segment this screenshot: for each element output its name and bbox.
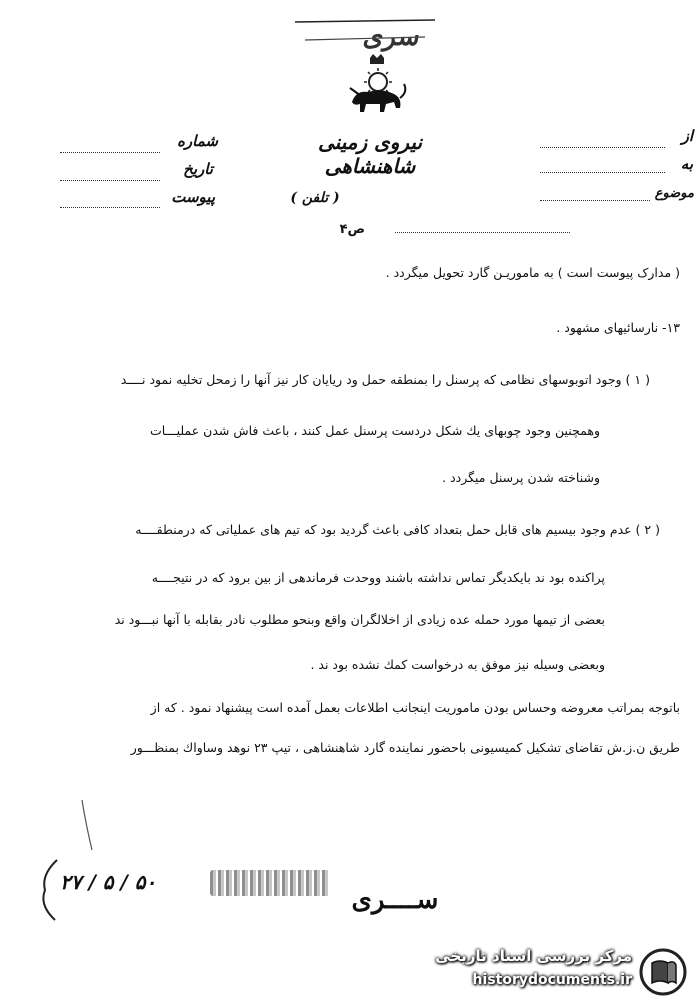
body-line-5: وشناخته شدن پرسنل میگردد . xyxy=(442,470,600,485)
smudged-stamp xyxy=(210,870,330,896)
attachment-label: پیوست xyxy=(171,188,215,206)
body-line-1: ( مدارک پیوست است ) به ماموریـن گارد تحویل میگردد . xyxy=(385,265,680,280)
page-marker-line xyxy=(395,232,570,233)
body-line-10: باتوجه بمراتب معروضه وحساس بودن ماموریت اینجانب اطلاعات بعمل آمده است پیشنهاد نمود . كه از xyxy=(150,700,680,715)
date-dotted-line xyxy=(60,180,160,181)
attachment-dotted-line xyxy=(60,207,160,208)
body-line-4: وهمچنین وجود چوبهای یك شكل دردست پرسنل عمل كنند ، باعث فاش شدن عملیـــات xyxy=(150,423,600,438)
body-line-2: ۱۳- نارسائیهای مشهود . xyxy=(556,320,680,335)
body-line-11: طریق ن.ز.ش تقاضای تشكیل كمیسیونی باحضور نماینده گارد شاهنشاهی ، تیپ ۲۳ نوهد وساواك بمنظـــور xyxy=(130,740,680,755)
body-line-8: بعضی از تیمها مورد حمله عده زیادی از اخلالگران واقع وبنحو مطلوب نادر بقابله با آنها نبـــود ند xyxy=(114,612,605,627)
subject-text: ( تلفن ) xyxy=(290,190,340,206)
watermark-org-name: مرکز بررسی اسناد تاریخی xyxy=(435,947,632,965)
to-label: به xyxy=(680,155,693,173)
page-marker: ص۴ xyxy=(339,222,365,237)
watermark xyxy=(410,945,690,1000)
watermark-document-icon xyxy=(638,947,688,997)
subject-label: موضوع xyxy=(654,186,694,201)
margin-pen-mark xyxy=(72,790,132,860)
body-line-9: وبعضی وسیله نیز موفق به درخواست كمك نشده بود ند . xyxy=(310,657,605,672)
watermark-url: historydocuments.ir xyxy=(472,972,632,988)
number-dotted-line xyxy=(60,152,160,153)
lion-and-sun-emblem xyxy=(342,52,412,122)
subject-dotted-line xyxy=(540,200,650,201)
classification-top-text: سری xyxy=(361,22,423,52)
body-line-3: ( ۱ ) وجود اتوبوسهای نظامی که پرسنل را بمنطقه حمل ود ریایان کار نیز آنها را زمحل تخلیه نمود نــــد xyxy=(120,372,650,387)
handwritten-reference-number: ۲۷ / ۵ / ۵۰ xyxy=(60,870,157,894)
bottom-classification: ســــری xyxy=(351,885,439,915)
body-line-6: ( ۲ ) عدم وجود بیسیم های قابل حمل بتعداد كافی باعث گردید بود كه تیم های عملیاتی كه درمنطقــــه xyxy=(135,522,660,537)
from-dotted-line xyxy=(540,147,665,148)
number-label: شماره xyxy=(177,132,218,150)
classification-strike xyxy=(285,10,445,50)
date-label: تاریخ xyxy=(183,160,213,178)
to-dotted-line xyxy=(540,172,665,173)
from-label: از xyxy=(681,127,693,145)
organization-title-text: نیروی زمینی شاهنشاهی xyxy=(317,130,423,178)
organization-title xyxy=(280,130,460,178)
body-line-7: پراكنده بود ند بایكدیگر تماس نداشته باشند ووحدت فرماندهی از بین برود كه در نتیجــــه xyxy=(151,570,605,585)
